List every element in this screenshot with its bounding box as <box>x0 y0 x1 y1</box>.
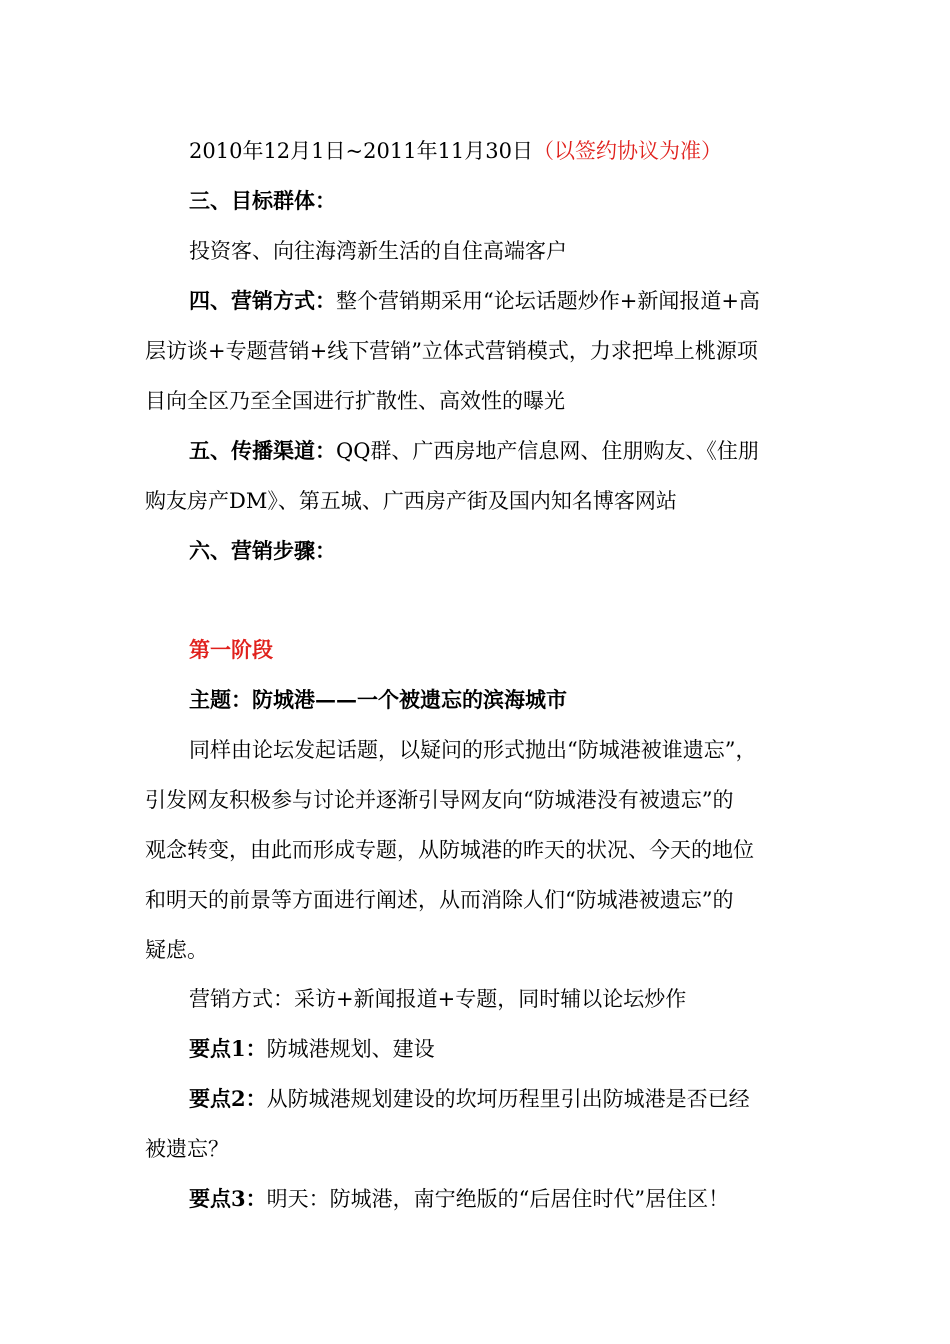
point-2 <box>0 1085 950 1113</box>
channels-text-1: QQ群、广西房地产信息网、住朋购友、《住朋 <box>336 439 759 463</box>
period-dates: 2010年12月1日~2011年11月30日 <box>189 139 534 163</box>
point-1-label: 要点1： <box>189 1036 267 1061</box>
method-line-1 <box>0 287 950 315</box>
method-text-1: 整个营销期采用“论坛话题炒作+新闻报道+高 <box>336 289 760 313</box>
point-3-label: 要点3： <box>189 1186 267 1211</box>
point-2-label: 要点2： <box>189 1086 267 1111</box>
paragraph-line-5: 疑虑。 <box>145 938 208 962</box>
point-3 <box>0 1185 950 1213</box>
channels-heading: 五、传播渠道： <box>189 438 336 463</box>
target-text: 投资客、向往海湾新生活的自住高端客户 <box>189 239 567 263</box>
period-note: （以签约协议为准） <box>533 139 723 163</box>
target-heading: 三、目标群体： <box>189 188 336 213</box>
phase1-title: 第一阶段 <box>189 637 273 662</box>
point-1 <box>0 1035 950 1063</box>
paragraph-line-4: 和明天的前景等方面进行阐述，从而消除人们“防城港被遗忘”的 <box>145 888 734 912</box>
point-3-text: 明天：防城港，南宁绝版的“后居住时代”居住区！ <box>266 1187 730 1211</box>
channels-line-2: 购友房产DM》、第五城、广西房产街及国内知名博客网站 <box>145 489 677 513</box>
method-heading: 四、营销方式： <box>189 288 336 313</box>
channels-line-1 <box>0 437 950 465</box>
paragraph-line-1: 同样由论坛发起话题，以疑问的形式抛出“防城港被谁遗忘”， <box>189 738 757 762</box>
point-2-text: 从防城港规划建设的坎坷历程里引出防城港是否已经 <box>266 1087 750 1111</box>
method-line-3: 目向全区乃至全国进行扩散性、高效性的曝光 <box>145 389 565 413</box>
paragraph-line-2: 引发网友积极参与讨论并逐渐引导网友向“防城港没有被遗忘”的 <box>145 788 734 812</box>
point-1-text: 防城港规划、建设 <box>266 1037 435 1061</box>
paragraph-line-3: 观念转变，由此而形成专题，从防城港的昨天的状况、今天的地位 <box>145 838 754 862</box>
phase1-method: 营销方式：采访+新闻报道+专题，同时辅以论坛炒作 <box>189 987 687 1011</box>
phase1-theme: 主题：防城港——一个被遗忘的滨海城市 <box>189 687 567 712</box>
period-line <box>0 137 950 165</box>
steps-heading: 六、营销步骤： <box>189 538 336 563</box>
method-line-2: 层访谈+专题营销+线下营销”立体式营销模式，力求把埠上桃源项 <box>145 339 758 363</box>
point-2-cont: 被遗忘？ <box>145 1137 229 1161</box>
